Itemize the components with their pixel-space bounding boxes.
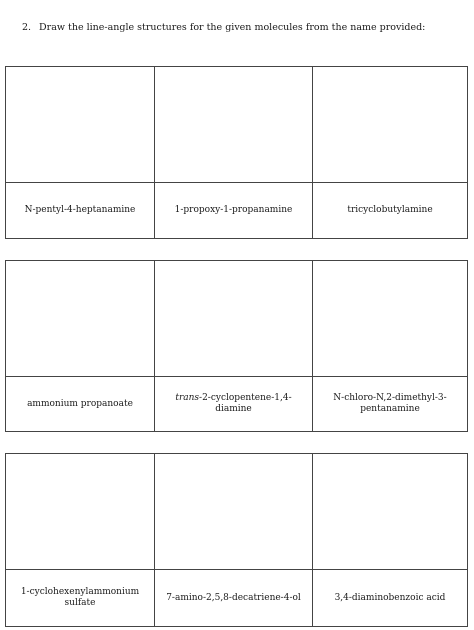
drawing-box-2-2[interactable] (155, 261, 313, 377)
drawing-box-3-2[interactable] (155, 454, 313, 570)
stereo-prefix: trans (175, 393, 200, 403)
drawing-box-1-2[interactable] (155, 67, 313, 183)
molecule-name-2-3: N-chloro-N,2-dimethyl-3-pentanamine (333, 393, 447, 414)
drawing-box-2-1[interactable] (6, 261, 155, 377)
drawing-box-2-3[interactable] (313, 261, 467, 377)
molecule-name-3-3: 3,4-diaminobenzoic acid (334, 592, 446, 603)
molecule-name-2-2-text: -2-cyclopentene-1,4-diamine (199, 393, 292, 414)
drawing-box-1-1[interactable] (6, 67, 155, 183)
molecule-name-1-2: 1-propoxy-1-propanamine (155, 183, 313, 238)
drawing-box-3-1[interactable] (6, 454, 155, 570)
molecule-name-2-2 (155, 377, 313, 431)
molecule-name-3-1: 1-cyclohexenylammonium sulfate (6, 570, 155, 626)
structure-table-1 (5, 66, 468, 239)
structure-table-3 (5, 453, 468, 627)
molecule-name-1-3: tricyclobutylamine (347, 205, 433, 215)
structure-table-2 (5, 260, 468, 432)
question-number: 2. (22, 22, 32, 33)
molecule-name-1-1: N-pentyl-4-heptanamine (6, 183, 155, 238)
question-prompt: Draw the line-angle structures for the given molecules from the name provided: (39, 22, 426, 33)
question-text (22, 22, 425, 33)
molecule-name-2-1: ammonium propanoate (6, 377, 155, 431)
molecule-name-3-2: 7-amino-2,5,8-decatriene-4-ol (155, 570, 313, 626)
drawing-box-3-3[interactable] (313, 454, 467, 570)
drawing-box-1-3[interactable] (313, 67, 467, 183)
